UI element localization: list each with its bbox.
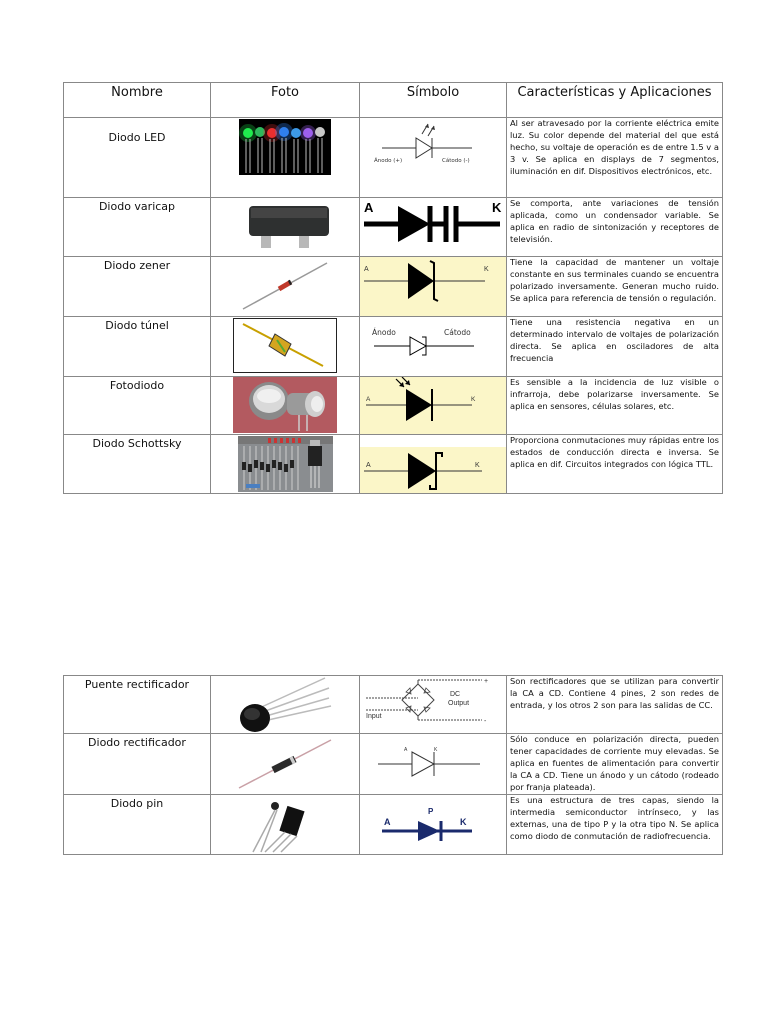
pin-diode-photo-icon <box>239 796 331 854</box>
table-row <box>64 257 723 317</box>
symbol-label-k: K <box>492 200 502 215</box>
photo-cell <box>211 676 360 734</box>
header-row <box>64 83 723 118</box>
symbol-label-plus: + <box>484 678 489 685</box>
symbol-cell <box>360 377 507 435</box>
photo-cell <box>211 795 360 855</box>
row-description: Tiene la capacidad de mantener un voltaje constante en sus terminales cuando se encuentra polarizado inversamente. Generan mucho ruido. Se aplica para referencia de tensión o regulación. <box>507 257 723 317</box>
rectifier-diode-symbol-icon <box>376 742 488 782</box>
tunnel-symbol-icon <box>372 323 492 363</box>
symbol-label-a: A <box>364 266 369 273</box>
photo-cell <box>211 257 360 317</box>
varicap-photo-icon <box>239 198 331 254</box>
row-name: Diodo varicap <box>64 198 211 257</box>
table-row <box>64 734 723 795</box>
symbol-label-k: K <box>460 817 467 827</box>
row-name: Diodo túnel <box>64 317 211 377</box>
photo-cell <box>211 435 360 494</box>
photo-cell <box>211 377 360 435</box>
table-row <box>64 795 723 855</box>
photo-cell <box>211 198 360 257</box>
schottky-photo-icon <box>238 436 333 492</box>
rectifier-diode-photo-icon <box>235 736 335 792</box>
header-photo: Foto <box>211 83 360 118</box>
tunnel-photo-icon <box>233 318 337 374</box>
bridge-rectifier-symbol-icon <box>364 678 496 732</box>
led-symbol-icon <box>372 120 484 166</box>
diode-table <box>63 82 723 494</box>
symbol-cell <box>360 435 507 494</box>
diode-table-continued <box>63 675 723 855</box>
symbol-cell <box>360 795 507 855</box>
led-photo-icon <box>239 119 331 175</box>
row-name: Diodo pin <box>64 795 211 855</box>
symbol-cell <box>360 317 507 377</box>
symbol-label-a: A <box>384 817 391 827</box>
bridge-rectifier-photo-icon <box>235 676 335 734</box>
symbol-label-k: K <box>471 396 476 403</box>
symbol-label-k: K <box>484 266 489 273</box>
header-features: Características y Aplicaciones <box>507 83 723 118</box>
table-row <box>64 676 723 734</box>
row-description: Son rectificadores que se utilizan para convertir la CA a CD. Contiene 4 pines, 2 son redes de entrada, y los otros 2 son para las salidas de CC. <box>507 676 723 734</box>
symbol-label-a: A <box>364 200 374 215</box>
symbol-cell <box>360 734 507 795</box>
row-name: Diodo rectificador <box>64 734 211 795</box>
table-row <box>64 118 723 198</box>
zener-symbol-icon <box>360 257 507 317</box>
row-description: Es una estructura de tres capas, siendo la intermedia semiconductor intrínseco, y las externas, una de tipo P y la otra tipo N. Se aplica como diodo de conmutación de radiofrecuencia. <box>507 795 723 855</box>
row-description: Al ser atravesado por la corriente eléctrica emite luz. Su color depende del material del que está hecho, su voltaje de operación es de entre 1.5 v a 3 v. Se aplica en displays de 7 segmentos, iluminación en dif. Dispositivos electrónicos, etc. <box>507 118 723 198</box>
symbol-label-a: A <box>366 462 371 469</box>
symbol-cell <box>360 257 507 317</box>
photodiode-symbol-icon <box>360 377 507 435</box>
row-name: Diodo LED <box>64 118 211 198</box>
row-name: Puente rectificador <box>64 676 211 734</box>
symbol-label-a: A <box>366 396 371 403</box>
symbol-label-output: Output <box>448 700 470 707</box>
symbol-label-k: K <box>434 747 438 753</box>
row-description: Tiene una resistencia negativa en un determinado intervalo de voltajes de polarización directa. Se aplica en osciladores de alta frecuencia <box>507 317 723 377</box>
pin-diode-symbol-icon <box>362 805 502 841</box>
symbol-label-p: P <box>428 807 434 816</box>
symbol-label-dc: DC <box>450 691 461 698</box>
varicap-symbol-icon <box>360 198 507 257</box>
photo-cell <box>211 118 360 198</box>
table-row <box>64 377 723 435</box>
zener-photo-icon <box>239 259 331 315</box>
header-name: Nombre <box>64 83 211 118</box>
symbol-label-input: Input <box>366 713 382 720</box>
row-description: Es sensible a la incidencia de luz visible o infrarroja, debe polarizarse inversamente. Se aplica en sensores, células solares, etc. <box>507 377 723 435</box>
header-symbol: Símbolo <box>360 83 507 118</box>
row-description: Sólo conduce en polarización directa, pueden tener capacidades de corriente muy elevadas. Se aplica en fuentes de alimentación para convertir la CA a CD. Tiene un ánodo y un cátodo (rodeado por franja plateada). <box>507 734 723 795</box>
symbol-label-cathode: Cátodo <box>444 328 471 337</box>
row-name: Diodo Schottsky <box>64 435 211 494</box>
photo-cell <box>211 317 360 377</box>
table-row <box>64 317 723 377</box>
symbol-cell <box>360 676 507 734</box>
symbol-label-minus: - <box>484 718 487 725</box>
schottky-symbol-icon <box>360 435 507 494</box>
symbol-cell <box>360 118 507 198</box>
symbol-label-a: A <box>404 747 408 753</box>
symbol-label-cathode: Cátodo (-) <box>442 158 470 164</box>
symbol-label-anode: Ánodo <box>372 328 396 337</box>
photodiode-photo-icon <box>233 377 337 433</box>
row-description: Proporciona conmutaciones muy rápidas entre los estados de conducción directa e inversa. Se aplica en dif. Circuitos integrados con lógica TTL. <box>507 435 723 494</box>
photo-cell <box>211 734 360 795</box>
symbol-label-anode: Ánodo (+) <box>374 158 403 164</box>
table-row <box>64 198 723 257</box>
symbol-label-k: K <box>475 462 480 469</box>
row-name: Diodo zener <box>64 257 211 317</box>
row-description: Se comporta, ante variaciones de tensión aplicada, como un condensador variable. Se aplica en radio de sintonización y receptores de televisión. <box>507 198 723 257</box>
table-row <box>64 435 723 494</box>
symbol-cell <box>360 198 507 257</box>
row-name: Fotodiodo <box>64 377 211 435</box>
